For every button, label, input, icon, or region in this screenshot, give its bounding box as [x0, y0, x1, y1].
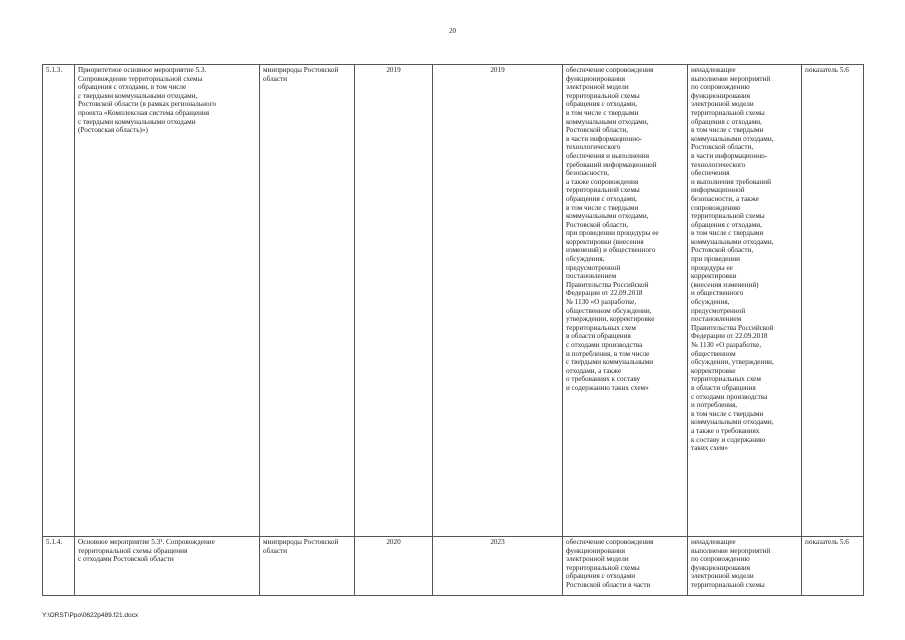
executor: минприроды Ростовской области [260, 537, 355, 596]
measure-name: Приоритетное основное мероприятие 5.3. Сопровождение территориальной схемы обращения с отходами, в том числе с твердыми коммунальными отходами, Ростовской области (в рамках регионального проекта «Комплексная система обращения с твердыми коммунальными отходами (Ростовская область)») [75, 65, 260, 537]
indicator-link: показатель 5.6 [802, 537, 864, 596]
page-number: 20 [449, 27, 456, 35]
year-end: 2019 [433, 65, 563, 537]
non-implementation-consequences: ненадлежащее выполнение мероприятий по сопровождению функционирования электронной модели территориальной схемы обращения с отходами, в том числе с твердыми коммунальными отходами, Ростовской области, в части информационно- технологического обеспечения и выполнения требований информационной безопасности, а также сопровождению территориальной схемы обращения с отходами, в том числе с твердыми коммунальными отходами, Ростовской области, при проведении процедуры ее корректировки (внесения изменений) и общественного обсуждения, предусмотренной постановлением Правительства Российской Федерации от 22.09.2018 № 1130 «О разработке, общественном обсуждении, утверждении, корректировке территориальных схем в области обращения с отходами производства и потребления, в том числе с твердыми коммунальными отходами, а также о требованиях к составу и содержанию таких схем» [688, 65, 802, 537]
year-start: 2019 [355, 65, 433, 537]
table-row [43, 537, 864, 596]
expected-result: обеспечение сопровождения функционирования электронной модели территориальной схемы обращения с отходами Ростовской области в части [563, 537, 688, 596]
document-file-path: Y:\ORST\Ppo\0622p489.f21.docx [42, 612, 139, 619]
measure-name: Основное мероприятие 5.3¹. Сопровождение территориальной схемы обращения с отходами Ростовской области [75, 537, 260, 596]
row-number: 5.1.3. [43, 65, 75, 537]
program-measures-table [42, 64, 864, 596]
executor: минприроды Ростовской области [260, 65, 355, 537]
year-start: 2020 [355, 537, 433, 596]
non-implementation-consequences: ненадлежащее выполнение мероприятий по сопровождению функционирования электронной модели территориальной схемы [688, 537, 802, 596]
table-row [43, 65, 864, 537]
expected-result: обеспечение сопровождения функционирования электронной модели территориальной схемы обращения с отходами, в том числе с твердыми коммунальными отходами, Ростовской области, в части информационно- технологического обеспечения и выполнения требований информационной безопасности, а также сопровождения территориальной схемы обращения с отходами, в том числе с твердыми коммунальными отходами, Ростовской области, при проведении процедуры ее корректировки (внесения изменений) и общественного обсуждения, предусмотренной постановлением Правительства Российской Федерации от 22.09.2018 № 1130 «О разработке, общественном обсуждении, утверждении, корректировке территориальных схем в области обращения с отходами производства и потребления, в том числе с твердыми коммунальными отходами, а также о требованиях к составу и содержанию таких схем» [563, 65, 688, 537]
row-number: 5.1.4. [43, 537, 75, 596]
indicator-link: показатель 5.6 [802, 65, 864, 537]
year-end: 2023 [433, 537, 563, 596]
